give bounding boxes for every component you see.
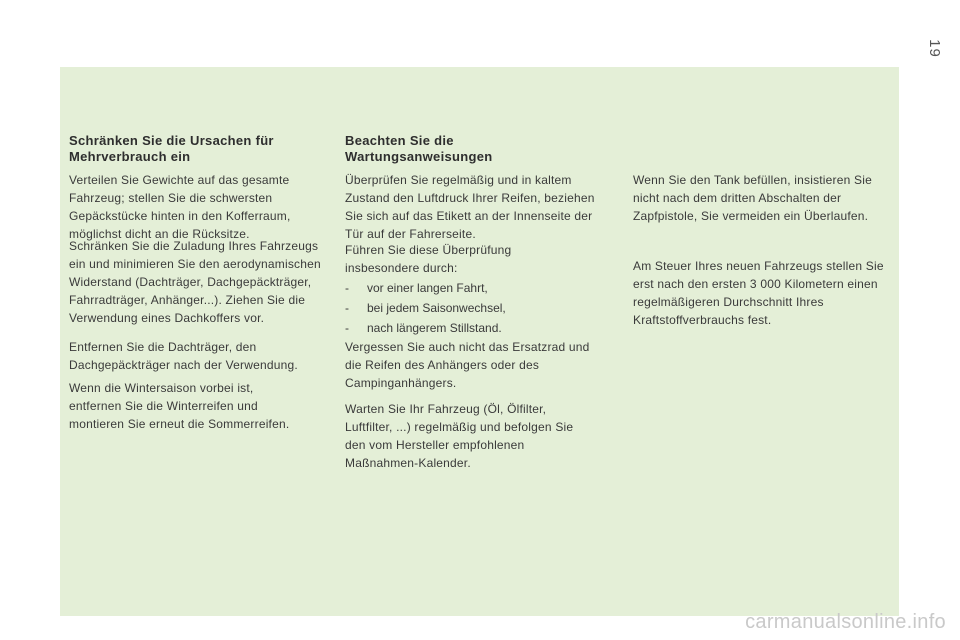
bullet-marker: - (345, 301, 349, 315)
paragraph: Entfernen Sie die Dachträger, den Dachgepäckträger nach der Verwendung. (69, 340, 298, 372)
paragraph: Führen Sie diese Überprüfung insbesondere durch: (345, 243, 512, 275)
paragraph: Vergessen Sie auch nicht das Ersatzrad und die Reifen des Anhängers oder des Campinganhängers. (345, 340, 590, 390)
list-item (345, 299, 603, 317)
list-item-text: nach längerem Stillstand. (367, 321, 502, 335)
paragraph: Warten Sie Ihr Fahrzeug (Öl, Ölfilter, Luftfilter, ...) regelmäßig und befolgen Sie den vom Hersteller empfohlenen Maßnahmen-Kalender. (345, 402, 574, 470)
paragraph: Überprüfen Sie regelmäßig und in kaltem Zustand den Luftdruck Ihrer Reifen, beziehen Sie sich auf das Etikett an der Innenseite der Tür auf der Fahrerseite. (345, 173, 595, 241)
list-item-text: vor einer langen Fahrt, (367, 281, 488, 295)
list-item (345, 319, 603, 337)
content-panel (60, 67, 899, 616)
paragraph: Wenn die Wintersaison vorbei ist, entfernen Sie die Winterreifen und montieren Sie erneut die Sommerreifen. (69, 381, 290, 431)
bullet-marker: - (345, 281, 349, 295)
paragraph: Wenn Sie den Tank befüllen, insistieren Sie nicht nach dem dritten Abschalten der Zapfpistole, Sie vermeiden ein Überlaufen. (633, 173, 872, 223)
section-heading-consumption: Schränken Sie die Ursachen für Mehrverbrauch ein (69, 133, 274, 164)
paragraph: Am Steuer Ihres neuen Fahrzeugs stellen Sie erst nach den ersten 3 000 Kilometern einen regelmäßigeren Durchschnitt Ihres Kraftstoffverbrauchs fest. (633, 259, 884, 327)
paragraph: Verteilen Sie Gewichte auf das gesamte Fahrzeug; stellen Sie die schwersten Gepäckstücke hinten in den Kofferraum, möglichst dicht an die Rücksitze. (69, 173, 291, 241)
paragraph: Schränken Sie die Zuladung Ihres Fahrzeugs ein und minimieren Sie den aerodynamischen Widerstand (Dachträger, Dachgepäckträger, Fahrradträger, Anhänger...). Ziehen Sie die Verwendung eines Dachkoffers vor. (69, 239, 321, 325)
list-item-text: bei jedem Saisonwechsel, (367, 301, 506, 315)
list-item (345, 279, 603, 297)
section-heading-maintenance: Beachten Sie die Wartungsanweisungen (345, 133, 493, 164)
bullet-marker: - (345, 321, 349, 335)
page-number: 19 (926, 39, 944, 58)
watermark: carmanualsonline.info (745, 611, 946, 633)
